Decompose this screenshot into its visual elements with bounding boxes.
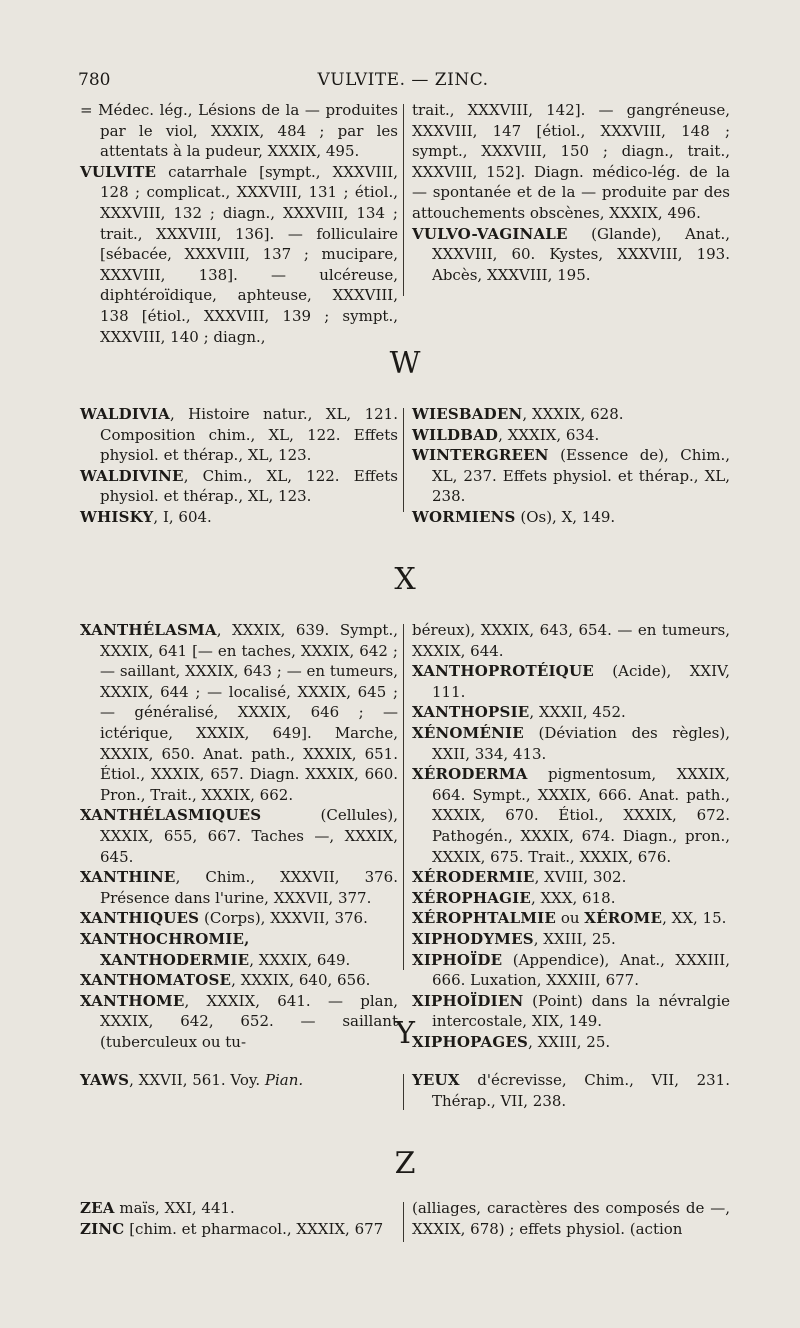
index-entry: XÉNOMÉNIE (Déviation des règles), XXII, 334, 413.	[412, 723, 730, 763]
column-left	[80, 1198, 398, 1239]
index-entry: ZINC [chim. et pharmacol., XXXIX, 677	[80, 1219, 384, 1238]
headword: WALDIVINE	[80, 466, 184, 485]
column-rule	[403, 1202, 404, 1242]
index-entry: XANTHOPSIE, XXXII, 452.	[412, 703, 626, 722]
headword: WILDBAD	[412, 425, 499, 444]
index-entry: XÉRODERMA pigmentosum, XXXIX, 664. Sympt., XXXIX, 666. Anat. path., XXXIX, 670. Étiol., XXXIX, 672. Pathogén., XXXIX, 674. Diagn., pron., XXXIX, 675. Trait., XXXIX, 676.	[412, 765, 730, 866]
headword: WINTERGREEN	[412, 446, 549, 465]
index-entry: WILDBAD, XXXIX, 634.	[412, 425, 600, 444]
index-entry: WALDIVINE, Chim., XL, 122. Effets physiol. et thérap., XL, 123.	[80, 466, 398, 506]
index-entry: XANTHOMATOSE, XXXIX, 640, 656.	[80, 971, 371, 990]
section-letter-y: Y	[395, 1016, 415, 1051]
headword: XANTHOME	[80, 991, 185, 1010]
index-entry: YEUX d'écrevisse, Chim., VII, 231. Thérap., VII, 238.	[412, 1071, 730, 1110]
index-entry: XANTHOME, XXXIX, 641. — plan, XXXIX, 642, 652. — saillant (tuberculeux ou tu-	[80, 991, 398, 1051]
headword: ZEA	[80, 1199, 115, 1217]
headword: WHISKY	[80, 507, 154, 526]
column-left	[80, 620, 398, 1052]
column-rule	[403, 624, 404, 970]
page-number: 780	[78, 70, 111, 90]
column-rule	[403, 1074, 404, 1110]
headword: ZINC	[80, 1219, 125, 1238]
index-entry: XANTHOPROTÉIQUE (Acide), XXIV, 111.	[412, 662, 730, 701]
column-rule	[403, 104, 404, 296]
index-entry: XIPHOÏDIEN (Point) dans la névralgie intercostale, XIX, 149.	[412, 991, 730, 1031]
index-entry: = Médec. lég., Lésions de la — produites par le viol, XXXIX, 484 ; par les attentats à la pudeur, XXXIX, 495.	[80, 101, 398, 161]
headword: XANTHOMATOSE	[80, 971, 232, 990]
headword: WALDIVIA	[80, 405, 170, 423]
index-entry: XÉRODERMIE, XVIII, 302.	[412, 868, 627, 887]
headword: XÉROPHTALMIE	[412, 909, 557, 928]
headword: XANTHÉLASMA	[80, 621, 217, 639]
index-entry: XÉROPHAGIE, XXX, 618.	[412, 888, 616, 907]
headword: XANTHOPSIE	[412, 703, 530, 722]
index-entry: (alliages, caractères des composés de —, XXXIX, 678) ; effets physiol. (action	[412, 1199, 730, 1238]
index-entry: béreux), XXXIX, 643, 654. — en tumeurs, XXXIX, 644.	[412, 621, 730, 660]
index-entry: WINTERGREEN (Essence de), Chim., XL, 237. Effets physiol. et thérap., XL, 238.	[412, 446, 730, 506]
index-entry: WALDIVIA, Histoire natur., XL, 121. Composition chim., XL, 122. Effets physiol. et thérap., XL, 123.	[80, 405, 398, 465]
column-left	[80, 404, 398, 528]
index-entry: WORMIENS (Os), X, 149.	[412, 507, 616, 526]
headword: WIESBADEN	[412, 405, 523, 423]
headword: XIPHOÏDE	[412, 950, 503, 969]
column-left	[80, 100, 398, 347]
index-entry: XANTHINE, Chim., XXXVII, 376. Présence dans l'urine, XXXVII, 377.	[80, 868, 398, 907]
column-right	[412, 1070, 730, 1111]
index-entry: XIPHODYMES, XXIII, 25.	[412, 929, 616, 948]
headword: XANTHOCHROMIE, XANTHODERMIE	[80, 929, 250, 969]
index-entry: XANTHÉLASMA, XXXIX, 639. Sympt., XXXIX, 641 [— en taches, XXXIX, 642 ; — saillant, XXXIX, 643 ; — en tumeurs, XXXIX, 644 ; — localisé, XXXIX, 645 ; — généralisé, XXXIX, 646 ; — ictérique, XXXIX, 649]. Marche, XXXIX, 650. Anat. path., XXXIX, 651. Étiol., XXXIX, 657. Diagn. XXXIX, 660. Pron., Trait., XXXIX, 662.	[80, 621, 398, 804]
headword: XIPHODYMES	[412, 929, 534, 948]
headword: XANTHOPROTÉIQUE	[412, 662, 594, 681]
index-entry: YAWS, XXVII, 561. Voy. Pian.	[80, 1071, 304, 1089]
index-entry: VULVITE catarrhale [sympt., XXXVIII, 128 ; complicat., XXXVIII, 131 ; étiol., XXXVIII, 132 ; diagn., XXXVIII, 134 ; trait., XXXVIII, 136]. — folliculaire [sébacée, XXXVIII, 137 ; mucipare, XXXVIII, 138]. — ulcéreuse, diphtéroïdique, aphteuse, XXXVIII, 138 [étiol., XXXVIII, 139 ; sympt., XXXVIII, 140 ; diagn.,	[80, 162, 398, 346]
headword: XÉRODERMIE	[412, 868, 535, 887]
section-letter-x: X	[394, 562, 416, 597]
headword: XIPHOPAGES	[412, 1032, 529, 1051]
headword: XÉROME	[584, 909, 663, 928]
index-entry: XANTHOCHROMIE, XANTHODERMIE, XXXIX, 649.	[80, 929, 351, 969]
index-entry: ZEA maïs, XXI, 441.	[80, 1199, 235, 1217]
headword: XIPHOÏDIEN	[412, 991, 524, 1010]
headword: XANTHINE	[80, 868, 176, 887]
headword: XÉRODERMA	[412, 765, 528, 784]
index-entry: XÉROPHTALMIE ou XÉROME, XX, 15.	[412, 909, 727, 928]
column-right	[412, 1198, 730, 1239]
section-letter-z: Z	[394, 1146, 416, 1181]
headword: XÉROPHAGIE	[412, 888, 531, 907]
headword: XÉNOMÉNIE	[412, 723, 524, 742]
column-right	[412, 620, 730, 1052]
headword: WORMIENS	[412, 507, 516, 526]
index-entry: WIESBADEN, XXXIX, 628.	[412, 405, 624, 423]
headword: YEUX	[412, 1071, 460, 1089]
headword: YAWS	[80, 1071, 130, 1089]
column-right	[412, 404, 730, 528]
index-entry: XIPHOPAGES, XXIII, 25.	[412, 1032, 611, 1051]
headword: VULVITE	[80, 162, 157, 181]
column-rule	[403, 408, 404, 512]
running-head: VULVITE. — ZINC.	[317, 70, 489, 90]
index-entry: XANTHÉLASMIQUES (Cellules), XXXIX, 655, 667. Taches —, XXXIX, 645.	[80, 806, 398, 866]
section-letter-w: W	[389, 346, 421, 381]
index-entry: trait., XXXVIII, 142]. — gangréneuse, XXXVIII, 147 [étiol., XXXVIII, 148 ; sympt., XXXVIII, 150 ; diagn., trait., XXXVIII, 152]. Diagn. médico-lég. de la — spontanée et de la — produite par des attouchements obscènes, XXXIX, 496.	[412, 101, 730, 222]
page-header	[78, 70, 728, 96]
index-entry: XIPHOÏDE (Appendice), Anat., XXXIII, 666. Luxation, XXXIII, 677.	[412, 950, 730, 990]
column-right	[412, 100, 730, 285]
headword: XANTHIQUES	[80, 909, 200, 928]
column-left	[80, 1070, 398, 1091]
headword: VULVO-VAGINALE	[412, 224, 568, 243]
index-entry: VULVO-VAGINALE (Glande), Anat., XXXVIII, 60. Kystes, XXXVIII, 193. Abcès, XXXVIII, 195.	[412, 224, 730, 284]
index-entry: WHISKY, I, 604.	[80, 507, 212, 526]
index-entry: XANTHIQUES (Corps), XXXVII, 376.	[80, 909, 368, 928]
headword: XANTHÉLASMIQUES	[80, 806, 262, 825]
